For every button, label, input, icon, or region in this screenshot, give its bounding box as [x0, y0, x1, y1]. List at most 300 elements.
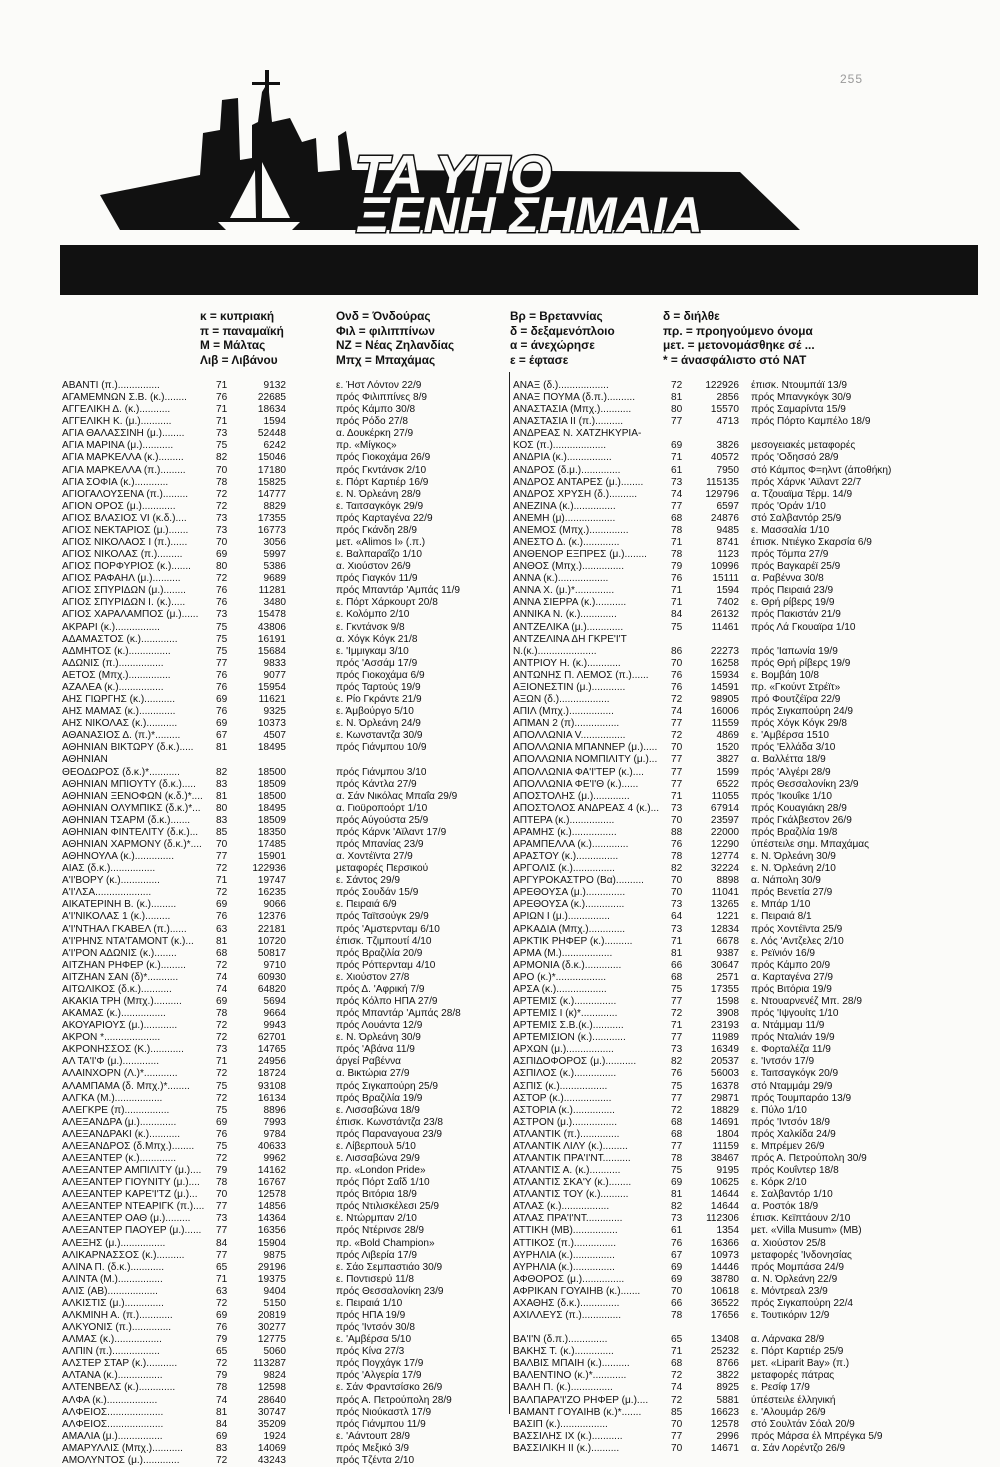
- ship-entry: [513, 742, 995, 754]
- ship-name: ΑΓΙΑ ΜΑΡΙΝΑ (μ.)...........: [62, 440, 174, 452]
- ship-name: ΑΡΜΟΝΙΑ (δ.κ.).............: [513, 959, 622, 971]
- ship-entry: [513, 1358, 995, 1370]
- ship-name: ΒΑΛΠΑΡΑ'Ι'ΖΟ ΡΗΦΕΡ (μ.)....: [513, 1394, 649, 1406]
- tonnage: 17485: [257, 838, 286, 850]
- ship-status: ε. Ντώρμπαν 2/10: [336, 1213, 417, 1225]
- ship-name: ΑΤΛΑΝΤΙΣ ΤΟΥ (κ.)..........: [513, 1189, 629, 1201]
- ship-entry: [513, 948, 995, 960]
- ship-name: ΑΚΡΑΡΙ (κ.)................: [62, 621, 160, 633]
- ship-name: ΑΔΜΗΤΟΣ (κ.)...............: [62, 645, 171, 657]
- legend-entry: Μπχ = Μπαχάμας: [336, 352, 436, 367]
- ship-name: ΑΘΑΝΑΣΙΟΣ Δ. (π.)*.........: [62, 730, 181, 742]
- ship-name: ΑΗΣ ΜΑΜΑΣ (κ.).............: [62, 706, 176, 718]
- ship-name: ΒΑΛΒΙΣ ΜΠΑΙΗ (κ.)..........: [513, 1358, 630, 1370]
- tonnage: 10973: [710, 1249, 739, 1261]
- ship-name: ΑΛΓΚΑ (Μ.).................: [62, 1092, 163, 1104]
- build-year: 66: [671, 959, 683, 971]
- build-year: 72: [216, 573, 228, 585]
- ship-name: ΑΥΡΗΛΙΑ (κ.)...............: [513, 1249, 615, 1261]
- tonnage: 26132: [710, 609, 739, 621]
- ship-entry: [513, 465, 995, 477]
- ship-status: πρός Πόρτ Σαΐδ 1/10: [336, 1177, 430, 1189]
- ship-entry: [513, 851, 995, 863]
- tonnage: 9875: [263, 1249, 286, 1261]
- ship-name: ΑΡΑΜΗΣ (κ.)................: [513, 826, 617, 838]
- ship-entry: [62, 1334, 502, 1346]
- ship-status: μεταφορές πάτρας: [751, 1370, 835, 1382]
- ship-name: ΑΤΛΑΣ ΠΡΑ'Ι'ΝΤ.............: [513, 1213, 623, 1225]
- build-year: 72: [671, 730, 683, 742]
- tonnage: 9664: [263, 1008, 286, 1020]
- ship-entry: [62, 646, 502, 658]
- ship-name: ΑΝΕΖΙΝΑ (κ.)...............: [513, 500, 616, 512]
- ship-name: ΑΠΟΣΤΟΛΟΣ ΑΝΔΡΕΑΣ 4 (κ.)...: [513, 802, 660, 814]
- ship-name: ΑΛΕΓΚΡΕ (π)................: [62, 1104, 170, 1116]
- ship-list-right: [513, 380, 995, 1455]
- ship-status: πρός Σιγκαπούρη 24/9: [751, 706, 854, 718]
- build-year: 77: [671, 718, 683, 730]
- legend-column: [200, 309, 284, 367]
- ship-name: ΑΠΜΑΝ 2 (π)................: [513, 718, 620, 730]
- build-year: 77: [671, 754, 683, 766]
- ship-name: ΑΣΤΟΡ (κ.).................: [513, 1092, 612, 1104]
- ship-status: ε. Πόρτ Καρτιέρ 16/9: [336, 476, 429, 488]
- ship-status: ε. Λίβερπουλ 5/10: [336, 1140, 416, 1152]
- ship-status: πρός Νταλιάν 19/9: [751, 1032, 835, 1044]
- ship-status: πρός Βενετία 27/9: [751, 887, 833, 899]
- build-year: 77: [216, 1225, 228, 1237]
- tonnage: 14777: [257, 488, 286, 500]
- ship-status: ε. Πόρτ Καρτιέρ 25/9: [751, 1346, 844, 1358]
- ship-name: ΑΘΗΝΙΑΝ ΦΙΝΤΕΛΙΤΥ (δ.κ.)...: [62, 826, 199, 838]
- build-year: 68: [671, 1128, 683, 1140]
- legend-entry: α = άνεχώρησε: [510, 338, 595, 352]
- tonnage: 16006: [710, 706, 739, 718]
- tonnage: 9962: [263, 1153, 286, 1164]
- ship-status: πρός Πειραιά 23/9: [751, 585, 834, 597]
- ship-name: ΑΠΟΛΛΩΝΙΑ ΝΟΜΠΙΛΙΤΥ (μ.)...: [513, 754, 658, 766]
- tonnage: 16773: [257, 524, 286, 536]
- tonnage: 62701: [257, 1032, 286, 1044]
- ship-status: πρός Σουδάν 15/9: [336, 887, 419, 899]
- build-year: 77: [671, 1032, 683, 1044]
- tonnage: 3480: [263, 597, 286, 609]
- tonnage: 18350: [257, 826, 286, 838]
- build-year: 84: [216, 1237, 228, 1249]
- tonnage: 56003: [710, 1068, 739, 1080]
- build-year: 71: [671, 585, 683, 597]
- tonnage: 9325: [263, 706, 286, 718]
- ship-entry: [62, 1129, 502, 1141]
- ship-status: πρός Δ. 'Αφρική 7/9: [336, 983, 425, 995]
- tonnage: 40633: [257, 1140, 286, 1152]
- ship-entry: [513, 549, 995, 561]
- legend-entry: Φιλ = φιλιππίνων: [336, 323, 435, 338]
- ship-entry: [513, 1093, 995, 1105]
- tonnage: 19375: [257, 1273, 286, 1285]
- ship-status: α. Χιούστον 26/9: [336, 561, 411, 573]
- tonnage: 10618: [710, 1285, 739, 1297]
- legend-entry: * = άνασφάλιστο στό ΝΑΤ: [663, 352, 807, 367]
- ship-name: ΑΛΕΞΑΝΤΕΡ ΑΜΠΙΛΙΤΥ (μ.)....: [62, 1165, 202, 1177]
- ship-entry: [62, 477, 502, 489]
- column-divider: [509, 372, 510, 1414]
- ship-status: α. Χιούστον 25/8: [751, 1237, 826, 1249]
- ship-status: α. Ντάμμαμ 11/9: [751, 1020, 825, 1032]
- tonnage: 20819: [257, 1310, 286, 1322]
- ship-status: πρός 'Ασσάμ 17/9: [336, 657, 418, 669]
- tonnage: 22685: [257, 392, 286, 404]
- build-year: 69: [216, 1116, 228, 1128]
- ship-entry: [62, 1322, 502, 1334]
- ship-status: στό Σαλβαντόρ 25/9: [751, 512, 842, 524]
- ship-status: α. Σάν Νικόλας Μπαΐα 29/9: [336, 790, 458, 802]
- build-year: 71: [216, 416, 228, 428]
- ship-entry: [62, 1286, 502, 1298]
- tonnage: 9066: [263, 899, 286, 911]
- ship-name: Α'Ι'ΡΗΝΣ ΝΤΑ'ΓΑΜΟΝΤ (κ.)...: [62, 935, 194, 947]
- build-year: 88: [671, 826, 683, 838]
- ship-status: έπισκ. Τζιμπουτί 4/10: [336, 935, 432, 947]
- tonnage: 24876: [710, 512, 739, 524]
- ship-status: πρός Πογχάγκ 17/9: [336, 1358, 424, 1370]
- tonnage: 10996: [710, 561, 739, 573]
- ship-status: πρός Μπαντάρ 'Αμπάς 28/8: [336, 1008, 461, 1020]
- ship-status: ε. Ρεσίφ 17/9: [751, 1382, 810, 1394]
- ship-name: ΑΠΟΛΛΩΝΙΑ V................: [513, 730, 626, 742]
- ship-name: ΑΡΑΣΤΟΥ (κ.)...............: [513, 851, 619, 863]
- ship-entry: [62, 1032, 502, 1044]
- tonnage: 17355: [710, 983, 739, 995]
- ship-entry: [513, 984, 995, 996]
- ship-status: α. Ν. Όρλεάνη 22/9: [751, 1273, 838, 1285]
- ship-name: ΑΤΤΙΚΗ (ΜΒ)................: [513, 1225, 618, 1237]
- ship-status: πρός 'Ιντσόν 18/9: [751, 1116, 830, 1128]
- ship-name: ΑΡΓΟΛΙΣ (κ.)...............: [513, 863, 615, 875]
- tonnage: 10373: [257, 718, 286, 730]
- build-year: 86: [671, 645, 683, 657]
- ship-status: ε. Ν. Όρλεάνη 30/9: [336, 1032, 421, 1044]
- ship-status: πρός Μπαντάρ 'Αμπάς 11/9: [336, 585, 461, 597]
- ship-entry: [62, 1298, 502, 1310]
- ship-entry: [513, 1419, 995, 1431]
- tonnage: 4713: [716, 416, 739, 428]
- tonnage: 7402: [716, 597, 739, 609]
- build-year: 76: [216, 681, 228, 693]
- ship-entry: [62, 549, 502, 561]
- ship-status: πρός Αύγούστα 25/9: [336, 814, 429, 826]
- build-year: 73: [216, 512, 228, 524]
- build-year: 72: [216, 959, 228, 971]
- ship-name: ΑΛΙΚΑΡΝΑΣΣΟΣ (κ.)..........: [62, 1249, 185, 1261]
- ship-entry: [513, 1020, 995, 1032]
- build-year: 75: [216, 633, 228, 645]
- ship-name: ΑΠΟΣΤΟΛΗΣ (μ.).............: [513, 790, 630, 802]
- ship-entry: [513, 911, 995, 923]
- tonnage: 11281: [258, 585, 286, 597]
- tonnage: 6678: [716, 935, 739, 947]
- ship-entry: [513, 960, 995, 972]
- tonnage: 9824: [263, 1370, 286, 1382]
- tonnage: 93108: [257, 1080, 286, 1092]
- ship-entry: [513, 416, 995, 428]
- build-year: 77: [671, 1140, 683, 1152]
- ship-entry: [62, 863, 502, 875]
- ship-name: ΑΦΡΙΚΑΝ ΓΟΥΑΙΗΒ (κ.).......: [513, 1285, 641, 1297]
- ship-status: πρός Κουαγιάκη 28/9: [751, 802, 847, 814]
- ship-status: πρός Μάρσα έλ Μπρέγκα 5/9: [751, 1430, 883, 1442]
- ship-status: ε. Σάν Φραντσίσκο 26/9: [336, 1382, 443, 1394]
- ship-entry: [513, 585, 995, 597]
- ship-entry: [62, 851, 502, 863]
- ship-entry: [513, 1334, 995, 1346]
- ship-entry: [62, 1346, 502, 1358]
- build-year: 75: [216, 1140, 228, 1152]
- ship-entry: [62, 694, 502, 706]
- ship-status: πρός Πόρτο Καμπέλο 18/9: [751, 416, 871, 428]
- ship-name: ΑΓΙΑ ΜΑΡΚΕΛΛΑ (π.).........: [62, 464, 186, 476]
- tonnage: 11621: [258, 694, 286, 706]
- ship-entry: [513, 863, 995, 875]
- tonnage: 8829: [263, 500, 286, 512]
- tonnage: 12578: [710, 1418, 739, 1430]
- tonnage: 8741: [716, 537, 739, 549]
- tonnage: 64820: [257, 983, 286, 995]
- tonnage: 2996: [716, 1430, 739, 1442]
- ship-name: ΑΜΑΛΙΑ (μ.)................: [62, 1430, 163, 1442]
- build-year: 73: [671, 1044, 683, 1056]
- build-year: 71: [671, 1346, 683, 1358]
- tonnage: 5060: [263, 1346, 286, 1358]
- ship-entry: [513, 875, 995, 887]
- ship-name: ΑΝΘΟΣ (Μπχ.)...............: [513, 561, 625, 573]
- build-year: 73: [216, 524, 228, 536]
- ship-name: ΑΡΚΑΔΙΑ (Μπχ.).............: [513, 923, 626, 935]
- ship-name: ΑΛΦΕΙΟΣ....................: [62, 1406, 164, 1418]
- tonnage: 8898: [716, 875, 739, 887]
- build-year: 83: [216, 814, 228, 826]
- ship-entry: [62, 1395, 502, 1407]
- ship-status: ε. Πειραιά 8/1: [751, 911, 812, 923]
- ship-name: ΑΡΤΕΜΙΣ (κ.)...............: [513, 995, 617, 1007]
- ship-entry: [62, 1189, 502, 1201]
- ship-name: ΑΛΕΞΑΝΔΡΑΚΙ (κ.)...........: [62, 1128, 181, 1140]
- tonnage: 9077: [263, 669, 286, 681]
- ship-status: πρός Καρταγένα 22/9: [336, 512, 433, 524]
- ship-name: ΑΙΤΩΛΙΚΟΣ (δ.κ.)...........: [62, 983, 172, 995]
- tonnage: 1520: [716, 742, 739, 754]
- ship-entry: [513, 839, 995, 851]
- ship-name: Α'Ι'ΒΟΡΥ (κ.)..............: [62, 875, 160, 887]
- build-year: 70: [216, 464, 228, 476]
- ship-name: ΑΓΓΕΛΙΚΗ Δ. (κ.)...........: [62, 404, 171, 416]
- tonnage: 2856: [716, 392, 739, 404]
- ship-status: πρός Φιλιππίνες 8/9: [336, 392, 427, 404]
- ship-entry: [62, 404, 502, 416]
- ship-status: πρός Σαμαρίντα 15/9: [751, 404, 846, 416]
- build-year: 71: [671, 452, 683, 464]
- ship-name: ΑΓΙΑ ΘΑΛΑΣΣΙΝΗ (μ.)........: [62, 428, 185, 440]
- ship-status: πρός 'Ιαπωνία 19/9: [751, 645, 838, 657]
- ship-name: ΑΓΙΟΣ ΝΕΚΤΑΡΙΟΣ (μ.).......: [62, 524, 189, 536]
- build-year: 69: [216, 718, 228, 730]
- tonnage: 11055: [711, 790, 739, 802]
- ship-name: ΑΡΣΑ (κ.)..................: [513, 983, 607, 995]
- build-year: 71: [216, 875, 228, 887]
- ship-entry: [62, 597, 502, 609]
- tonnage: 24956: [257, 1056, 286, 1068]
- ship-status: α. Νάπολη 30/9: [751, 875, 821, 887]
- ship-entry: [513, 525, 995, 537]
- ship-name: ΑΒΑΝΤΙ (π.)...............: [62, 380, 160, 391]
- ship-status: ε. Ταιτσαγκόγκ 20/9: [751, 1068, 839, 1080]
- ship-name: ΑΓΙΟΣ ΠΟΡΦΥΡΙΟΣ (κ.).......: [62, 561, 191, 573]
- ship-entry: [513, 1032, 995, 1044]
- build-year: 85: [671, 1406, 683, 1418]
- ship-entry: [62, 706, 502, 718]
- build-year: 71: [671, 537, 683, 549]
- ship-entry: [62, 1117, 502, 1129]
- ship-status: ε. Λισσαβώνα 29/9: [336, 1153, 420, 1164]
- build-year: 68: [671, 1116, 683, 1128]
- ship-entry: [62, 573, 502, 585]
- ship-entry: [62, 380, 502, 392]
- ship-status: πρός Ρόττερνταμ 4/10: [336, 959, 436, 971]
- ship-entry: [513, 513, 995, 525]
- ship-name: ΑΠΟΛΛΩΝΙΑ ΦΑ'Ι'ΤΕΡ (κ.)....: [513, 766, 644, 778]
- ship-name: ΑΘΗΝΙΑΝ ΤΣΑΡΜ (δ.κ.).......: [62, 814, 191, 826]
- build-year: 73: [671, 923, 683, 935]
- ship-status: πρός Μομπάσα 24/9: [751, 1261, 844, 1273]
- ship-entry: [62, 875, 502, 887]
- build-year: 77: [216, 1249, 228, 1261]
- ship-name: ΑΜΑΡΥΛΛΙΣ (Μπχ.)...........: [62, 1442, 183, 1454]
- ship-status: α. Ραβέννα 30/8: [751, 573, 824, 585]
- tonnage: 6522: [716, 778, 739, 790]
- build-year: 72: [216, 887, 228, 899]
- ship-name: ΑΞΙΟΝΕΣΤΙΝ (μ.)............: [513, 681, 626, 693]
- ship-status: πρ. «London Pride»: [336, 1165, 426, 1177]
- ship-name: ΑΛΚΜΙΝΗ Α. (π.)............: [62, 1310, 173, 1322]
- ship-entry: [62, 1177, 502, 1189]
- ship-name: ΑΛΤΕΝΒΕΛΣ (κ.).............: [62, 1382, 176, 1394]
- build-year: 79: [216, 1165, 228, 1177]
- ship-entry: [62, 730, 502, 742]
- ship-status: πρός Λουάντα 12/9: [336, 1020, 423, 1032]
- ship-name: ΑΘΗΝΙΑΝ: [62, 754, 108, 766]
- ship-entry: [513, 658, 995, 670]
- ship-name: ΑΓΙΟΣ ΣΠΥΡΙΔΩΝ I. (κ.).....: [62, 597, 186, 609]
- ship-status: πρό Φουτζέϊρα 22/9: [751, 694, 841, 706]
- ship-status: ε. 'Αλουμάρ 26/9: [751, 1406, 826, 1418]
- ship-entry: [513, 1117, 995, 1129]
- ship-status: πρός Λιβερία 17/9: [336, 1249, 417, 1261]
- tonnage: 5997: [263, 549, 286, 561]
- ship-entry: [513, 1165, 995, 1177]
- tonnage: 129796: [705, 488, 739, 500]
- ship-name: ΑΠΙΛ (Μπχ.)................: [513, 706, 614, 718]
- ship-name: ΑΡΜΑ (Μ.)..................: [513, 947, 613, 959]
- build-year: 68: [216, 947, 228, 959]
- tonnage: 15901: [257, 851, 286, 863]
- build-year: 81: [216, 1406, 228, 1418]
- tonnage: 17656: [710, 1310, 739, 1322]
- build-year: 75: [216, 1104, 228, 1116]
- tonnage: 17180: [257, 464, 286, 476]
- legend-entry: ΝΖ = Νέας Ζηλανδίας: [336, 338, 455, 352]
- tonnage: 12376: [257, 911, 286, 923]
- tonnage: 36522: [710, 1297, 739, 1309]
- ship-status: α. Τζουαϊμα Τέρμ. 14/9: [751, 488, 853, 500]
- tonnage: 9387: [716, 947, 739, 959]
- ship-status: α. Βαλλέττα 18/9: [751, 754, 826, 766]
- legend-entry: ε = έφτασε: [510, 352, 569, 367]
- ship-status: ε. Μόντρεαλ 23/9: [751, 1285, 828, 1297]
- ship-entry: [513, 1395, 995, 1407]
- ship-status: ε. Άμβούργο 5/10: [336, 706, 414, 718]
- ship-name: ΑΚΡΟΝΗΣΣΟΣ (Κ.)............: [62, 1044, 184, 1056]
- ship-name: ΑΚΡΟΝ *....................: [62, 1032, 161, 1044]
- ship-entry: [62, 742, 502, 754]
- ship-entry: [62, 1213, 502, 1225]
- ship-name: ΑΤΛΑΝΤΙΚ ΠΡΑ'Ι'ΝΤ..........: [513, 1153, 631, 1164]
- ship-status: στό Σουλτάν Σόαλ 20/9: [751, 1418, 855, 1430]
- ship-name: ΑΛΕΞΑΝΤΕΡ ΓΙΟΥΝΙΤΥ (μ.)....: [62, 1177, 200, 1189]
- ship-name: ΑΘΗΝΙΑΝ ΒΙΚΤΩΡΥ (δ.κ.).....: [62, 742, 194, 754]
- ship-status: πρός 'Ιψγουίτς 1/10: [751, 1008, 839, 1020]
- ship-entry: [513, 440, 995, 452]
- ship-status: ε. Χιούστον 27/8: [336, 971, 410, 983]
- tonnage: 3827: [716, 754, 739, 766]
- build-year: 78: [216, 476, 228, 488]
- ship-name: ΑΡΧΩΝ (μ.).................: [513, 1044, 614, 1056]
- title-bar: [60, 245, 978, 295]
- ship-name: ΑΣΤΟΡΙΑ (κ.)...............: [513, 1104, 615, 1116]
- ship-entry: [513, 1274, 995, 1286]
- tonnage: 14765: [257, 1044, 286, 1056]
- ship-name: ΑΝΝΑ Χ. (μ.)*..............: [513, 585, 615, 597]
- ship-status: πρός Μπανγκόγκ 30/9: [751, 392, 852, 404]
- ship-entry: [513, 1250, 995, 1262]
- ship-status: πρός 'Αλγέρι 28/9: [751, 766, 831, 778]
- ship-status: πρός Σιγκαπούρη 22/4: [751, 1297, 854, 1309]
- ship-status: πρός 'Αμστερνταμ 6/10: [336, 923, 440, 935]
- ship-status: πρός Βραζιλία 19/8: [751, 826, 838, 838]
- ship-entry: [62, 1225, 502, 1237]
- tonnage: 11989: [711, 1032, 739, 1044]
- ship-status: ε. Ν. Όρλεάνη 24/9: [336, 718, 421, 730]
- ship-status: πρός 'Ελλάδα 3/10: [751, 742, 836, 754]
- build-year: 69: [216, 549, 228, 561]
- tonnage: 15934: [710, 669, 739, 681]
- ship-entry: [62, 1020, 502, 1032]
- ship-name: ΑΛΚΥΟΝΙΣ (π.)..............: [62, 1322, 172, 1334]
- build-year: 77: [671, 500, 683, 512]
- ship-entry: [513, 899, 995, 911]
- ship-status: ε. Πειραιά 1/10: [336, 1297, 403, 1309]
- tonnage: 16258: [710, 657, 739, 669]
- build-year: 75: [671, 983, 683, 995]
- ship-status: άργεί Ραβέννα: [336, 1056, 401, 1068]
- ship-entry: [62, 658, 502, 670]
- ship-name: ΑΝΔΡΕΑΣ Ν. ΧΑΤΖΗΚΥΡΙΑ-: [513, 428, 642, 440]
- ship-name: ΑΝΑΣΤΑΣΙΑ (Μπχ.)...........: [513, 404, 632, 416]
- ship-status: ε. Ποντισερύ 11/8: [336, 1273, 414, 1285]
- build-year: 68: [671, 1358, 683, 1370]
- build-year: 70: [671, 875, 683, 887]
- ship-status: πρ. «Bold Champion»: [336, 1237, 435, 1249]
- ship-name: ΑΤΛΑΝΤΙΚ (π.)..............: [513, 1128, 620, 1140]
